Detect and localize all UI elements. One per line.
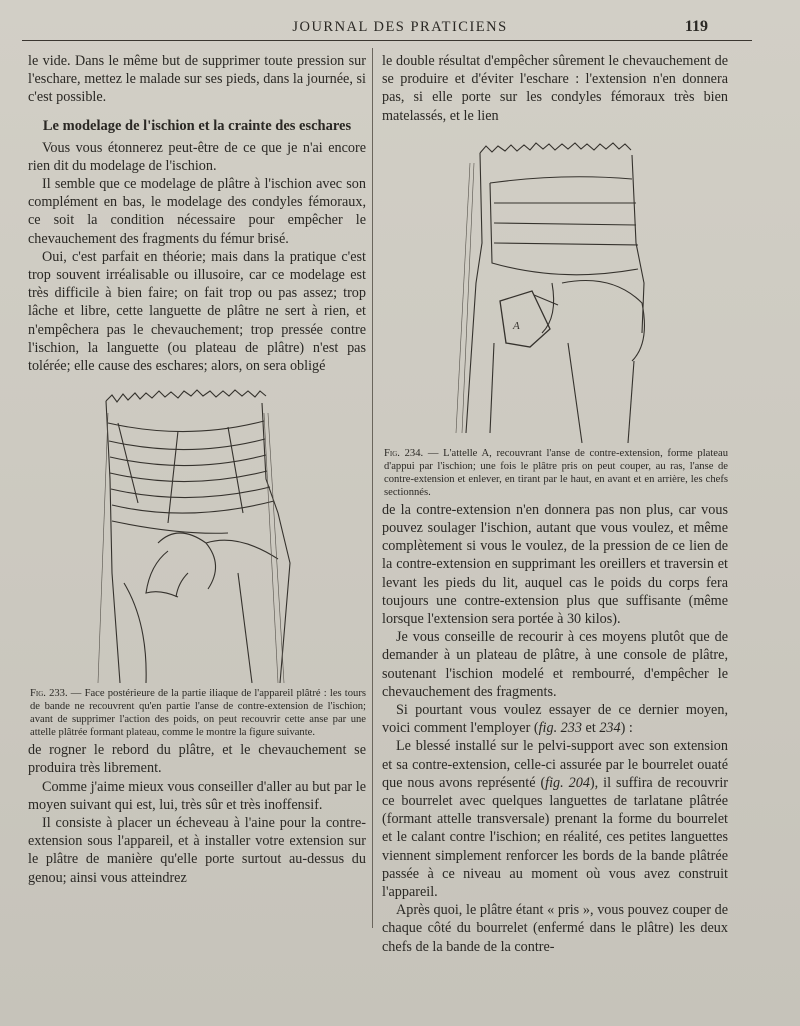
right-column: [382, 52, 728, 956]
journal-title: JOURNAL DES PRATICIENS: [292, 19, 508, 35]
left-column: [28, 52, 366, 887]
page-number: 119: [684, 18, 708, 35]
section-title: Le modelage de l'ischion et la crainte des eschares: [42, 117, 352, 134]
figure-reference: fig. 204: [545, 774, 590, 791]
figure-233-caption: [28, 687, 366, 739]
paragraph: le vide. Dans le même but de supprimer toute pression sur l'eschare, mettez le malade sur ses pieds, dans la journée, si c'est possible.: [28, 53, 366, 106]
column-divider: [372, 48, 373, 928]
figure-reference: 234: [599, 720, 621, 737]
figure-233-illustration: [28, 383, 366, 683]
paragraph-text: ) :: [620, 720, 633, 737]
paragraph: Après quoi, le plâtre étant « pris », vous pouvez couper de chaque côté du bourrelet (enfermé dans le plâtre) les deux chefs de la bande de la contre-: [382, 902, 728, 955]
paragraph-text: Le blessé installé sur le pelvi-support avec son extension et sa contre-extension, celle-ci assurée par le bourrelet ouaté que nous avons représenté (: [382, 738, 728, 791]
paragraph-text: ), il suffira de recouvrir ce bourrelet avec quelques languettes de tarlatane plâtrée (formant attelle transversale) prenant la forme du bourrelet et le calant contre l'ischion; en réalité, ces petites languettes viennent simplement renforcer les bords de la bande plâtrée passée à ce niveau au moment où vous avez construit l'appareil.: [382, 774, 728, 901]
paragraph: le double résultat d'empêcher sûrement le chevauchement de se produire et d'éviter l'eschare : l'extension n'en donnera pas, si elle porte sur les condyles fémoraux très bien matelassés, et le lien: [382, 53, 728, 124]
figure-234: [382, 133, 728, 499]
paragraph: Comme j'aime mieux vous conseiller d'aller au but par le moyen suivant qui est, lui, très sûr et très inoffensif.: [28, 778, 366, 813]
page-header: [0, 0, 800, 42]
figure-233: [28, 383, 366, 739]
figure-234-letter: A: [513, 319, 520, 332]
paragraph: de rogner le rebord du plâtre, et le chevauchement se produira très librement.: [28, 742, 366, 777]
paragraph: Je vous conseille de recourir à ces moyens plutôt que de demander à un plateau de plâtre, à une console de plâtre, soutenant l'ischion modelé et rembourré, d'empêcher le chevauchement des fragments.: [382, 629, 728, 700]
paragraph: Oui, c'est parfait en théorie; mais dans la pratique c'est trop souvent irréalisable ou illusoire, car ce modelage est très difficile à bien faire; on fait trop ou pas assez; trop lâche et libre, cette languette de plâtre ne sert à rien, et n'empêchera pas le chevauchement; trop pressée contre l'ischion, la languette (ou plateau de plâtre) n'est pas tolérée; elle cause des eschares; alors, on sera obligé: [28, 248, 366, 375]
figure-reference: fig. 233: [538, 720, 582, 737]
paragraph: [382, 701, 728, 737]
paragraph: Il consiste à placer un écheveau à l'aine pour la contre-extension sous l'appareil, et à installer votre extension sur le plâtre de manière qu'elle porte surtout au-dessus du genou; ainsi vous atteindrez: [28, 815, 366, 886]
paragraph: de la contre-extension n'en donnera pas non plus, car vous pouvez soulager l'ischion, autant que vous voulez, et même complètement si vous le voulez, de la pression de ce lien de la contre-extension en supprimant les oreillers et traversin et levant les pieds du lit, auquel cas le poids du corps fera toujours une contre-extension plus que suffisante (même lorsque l'extension sera portée à 30 kilos).: [382, 501, 728, 628]
header-rule: [22, 40, 752, 41]
figure-234-caption-text: — L'attelle A, recouvrant l'anse de contre-extension, forme plateau d'appui par l'ischion; une fois le plâtre pris on peut couper, au ras, l'anse de contre-extension et enlever, en tirant par le haut, en avant et en arrière, les chefs sectionnés.: [384, 447, 728, 498]
paragraph: Vous vous étonnerez peut-être de ce que je n'ai encore rien dit du modelage de l'ischion.: [28, 139, 366, 174]
paragraph: [382, 737, 728, 901]
paragraph-text: Si pourtant vous voulez essayer de ce dernier moyen, voici comment l'employer (: [382, 702, 728, 737]
paragraph: Il semble que ce modelage de plâtre à l'ischion avec son complément en bas, le modelage des condyles fémoraux, ce soit la condition nécessaire pour empêcher le chevauchement des fragments du fémur brisé.: [28, 176, 366, 247]
figure-234-illustration: [382, 133, 728, 443]
paragraph-text: et: [581, 720, 600, 737]
figure-234-caption: [382, 447, 728, 499]
figure-234-label: Fig. 234.: [384, 447, 424, 459]
figure-233-caption-text: — Face postérieure de la partie iliaque de l'appareil plâtré : les tours de bande ne recouvrent qu'en partie l'anse de contre-extension de l'ischion; avant de supprimer l'action des poids, on peut recouvrir cette anse par une attelle plâtrée formant plateau, comme le montre la figure suivante.: [30, 688, 366, 739]
figure-233-label: Fig. 233.: [30, 688, 68, 700]
